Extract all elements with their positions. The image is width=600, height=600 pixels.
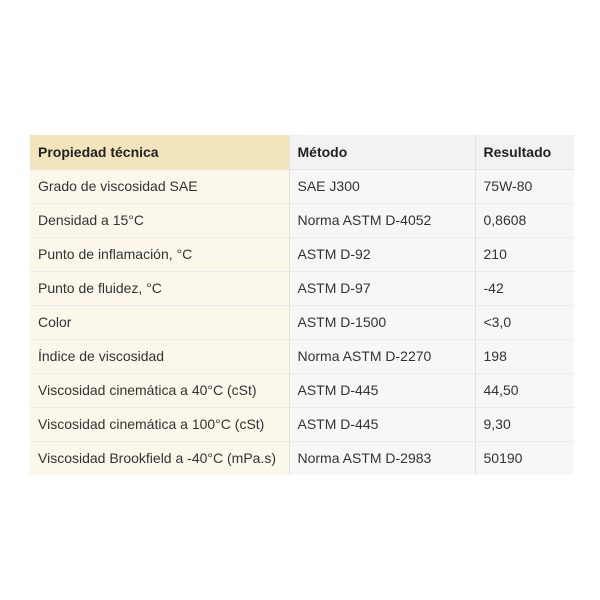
- property-cell: Grado de viscosidad SAE: [30, 169, 289, 203]
- result-cell: 9,30: [475, 407, 574, 441]
- table-row: [30, 203, 574, 237]
- method-cell: SAE J300: [289, 169, 475, 203]
- method-cell: Norma ASTM D-2983: [289, 441, 475, 475]
- result-cell: 50190: [475, 441, 574, 475]
- technical-properties-table: [30, 135, 574, 475]
- table-header: [30, 135, 574, 169]
- method-cell: ASTM D-92: [289, 237, 475, 271]
- method-cell: ASTM D-445: [289, 407, 475, 441]
- header-row: [30, 135, 574, 169]
- result-cell: 210: [475, 237, 574, 271]
- method-cell: ASTM D-97: [289, 271, 475, 305]
- property-cell: Densidad a 15°C: [30, 203, 289, 237]
- table-row: [30, 237, 574, 271]
- property-cell: Viscosidad cinemática a 40°C (cSt): [30, 373, 289, 407]
- method-cell: Norma ASTM D-2270: [289, 339, 475, 373]
- table-body: [30, 169, 574, 475]
- method-cell: ASTM D-445: [289, 373, 475, 407]
- table-row: [30, 305, 574, 339]
- table-row: [30, 373, 574, 407]
- result-cell: <3,0: [475, 305, 574, 339]
- method-cell: ASTM D-1500: [289, 305, 475, 339]
- result-cell: -42: [475, 271, 574, 305]
- method-cell: Norma ASTM D-4052: [289, 203, 475, 237]
- header-result: Resultado: [475, 135, 574, 169]
- table-row: [30, 339, 574, 373]
- header-method: Método: [289, 135, 475, 169]
- table-row: [30, 441, 574, 475]
- result-cell: 198: [475, 339, 574, 373]
- result-cell: 75W-80: [475, 169, 574, 203]
- property-cell: Color: [30, 305, 289, 339]
- property-cell: Punto de inflamación, °C: [30, 237, 289, 271]
- property-cell: Viscosidad cinemática a 100°C (cSt): [30, 407, 289, 441]
- result-cell: 44,50: [475, 373, 574, 407]
- property-cell: Viscosidad Brookfield a -40°C (mPa.s): [30, 441, 289, 475]
- result-cell: 0,8608: [475, 203, 574, 237]
- table-row: [30, 407, 574, 441]
- table-row: [30, 271, 574, 305]
- property-cell: Punto de fluidez, °C: [30, 271, 289, 305]
- property-cell: Índice de viscosidad: [30, 339, 289, 373]
- header-property: Propiedad técnica: [30, 135, 289, 169]
- table-row: [30, 169, 574, 203]
